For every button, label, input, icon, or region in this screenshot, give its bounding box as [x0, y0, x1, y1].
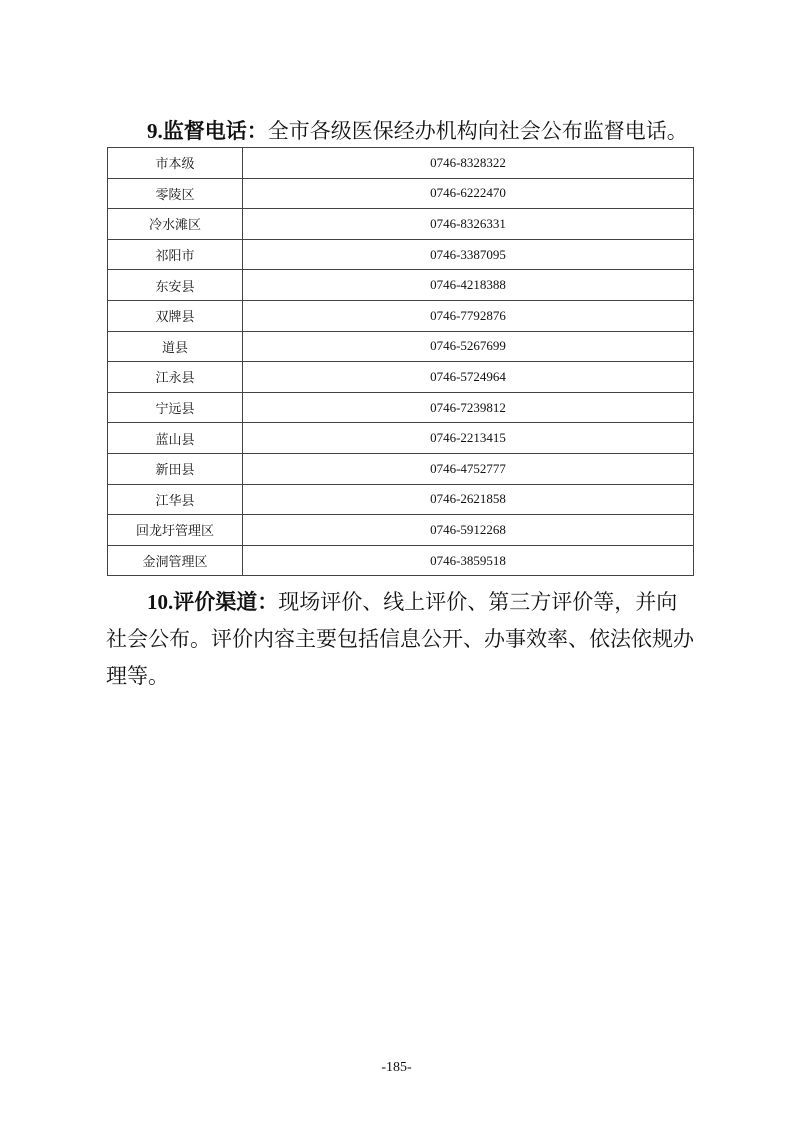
region-name-cell: 宁远县: [108, 392, 243, 423]
table-row: [108, 270, 694, 301]
region-name-cell: 双牌县: [108, 300, 243, 331]
region-name-cell: 东安县: [108, 270, 243, 301]
table-row: [108, 484, 694, 515]
section-10-text: 现场评价、线上评价、第三方评价等，并向社会公布。评价内容主要包括信息公开、办事效率、依法依规办理等。: [106, 590, 694, 688]
table-row: [108, 362, 694, 393]
phone-number-cell: 0746-3387095: [243, 239, 694, 270]
section-9-paragraph: [106, 113, 696, 150]
region-name-cell: 零陵区: [108, 178, 243, 209]
table-row: [108, 392, 694, 423]
phone-number-cell: 0746-5267699: [243, 331, 694, 362]
table-row: [108, 178, 694, 209]
region-name-cell: 金洞管理区: [108, 545, 243, 576]
phone-number-cell: 0746-8328322: [243, 148, 694, 179]
region-name-cell: 江永县: [108, 362, 243, 393]
region-name-cell: 蓝山县: [108, 423, 243, 454]
phone-number-cell: 0746-2621858: [243, 484, 694, 515]
table-row: [108, 331, 694, 362]
table-row: [108, 515, 694, 546]
region-name-cell: 江华县: [108, 484, 243, 515]
supervision-phone-table: [107, 147, 694, 576]
table-row: [108, 148, 694, 179]
phone-number-cell: 0746-4752777: [243, 453, 694, 484]
page-number: -185-: [381, 1060, 412, 1075]
table-row: [108, 545, 694, 576]
region-name-cell: 回龙圩管理区: [108, 515, 243, 546]
table-row: [108, 209, 694, 240]
region-name-cell: 道县: [108, 331, 243, 362]
phone-number-cell: 0746-6222470: [243, 178, 694, 209]
phone-number-cell: 0746-7792876: [243, 300, 694, 331]
table-row: [108, 453, 694, 484]
phone-number-cell: 0746-8326331: [243, 209, 694, 240]
region-name-cell: 新田县: [108, 453, 243, 484]
region-name-cell: 冷水滩区: [108, 209, 243, 240]
phone-number-cell: 0746-5724964: [243, 362, 694, 393]
section-9-heading: 9.监督电话：: [147, 119, 268, 143]
phone-number-cell: 0746-3859518: [243, 545, 694, 576]
region-name-cell: 祁阳市: [108, 239, 243, 270]
table-row: [108, 423, 694, 454]
section-10-paragraph: [106, 584, 696, 695]
table-row: [108, 239, 694, 270]
table-row: [108, 300, 694, 331]
phone-number-cell: 0746-7239812: [243, 392, 694, 423]
phone-number-cell: 0746-4218388: [243, 270, 694, 301]
section-10-heading: 10.评价渠道：: [147, 590, 279, 614]
phone-table-body: [108, 148, 694, 576]
phone-number-cell: 0746-5912268: [243, 515, 694, 546]
region-name-cell: 市本级: [108, 148, 243, 179]
section-9-text: 全市各级医保经办机构向社会公布监督电话。: [267, 119, 688, 143]
phone-number-cell: 0746-2213415: [243, 423, 694, 454]
